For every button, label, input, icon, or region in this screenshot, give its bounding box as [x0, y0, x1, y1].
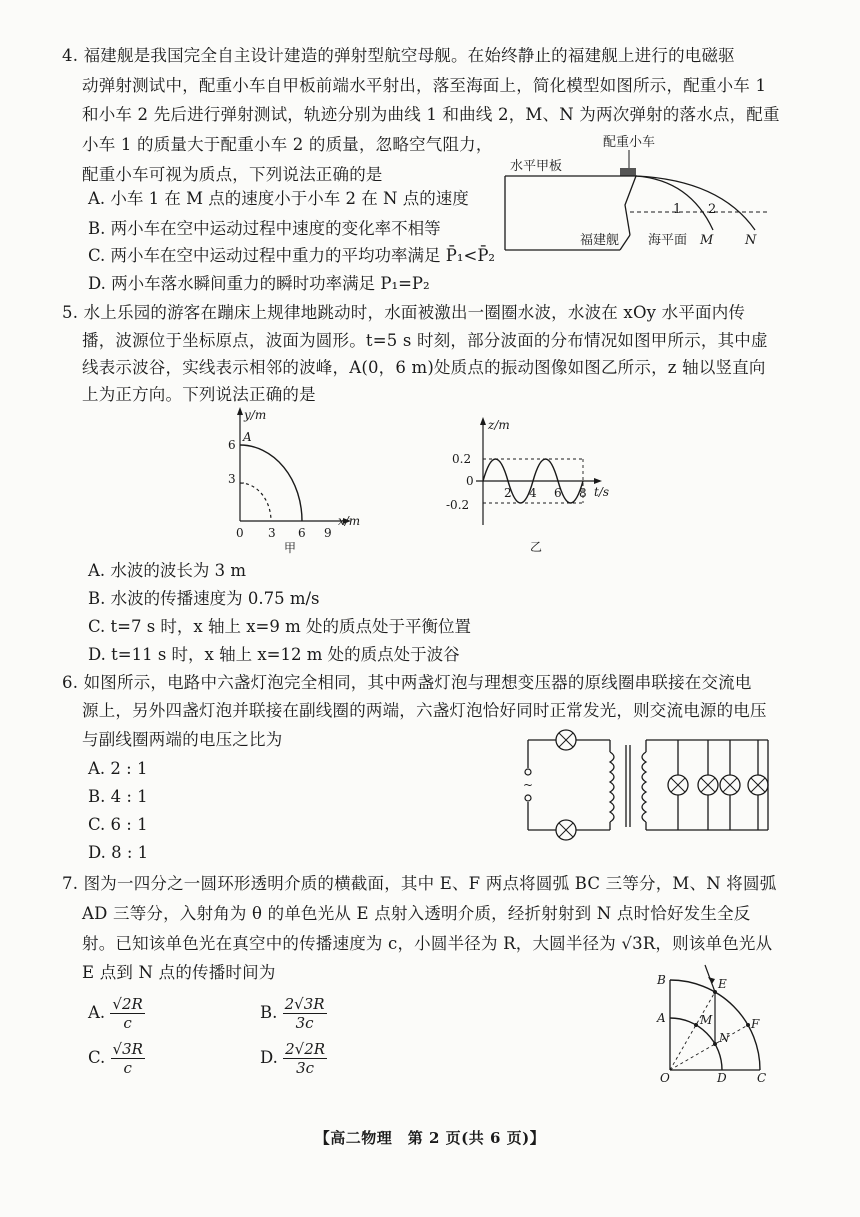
yi-xlabel: t/s: [594, 485, 610, 499]
yi-xtick-8: 8: [579, 486, 587, 500]
q4-label-1: 1: [673, 202, 682, 217]
label-b: B: [657, 973, 666, 987]
q5-figure-yi: [446, 415, 630, 555]
q5-option-c: C. t=7 s 时，x 轴上 x=9 m 处的质点处于平衡位置: [88, 617, 471, 636]
source-terminal-bottom: [525, 795, 531, 801]
q4-label-n: N: [745, 233, 757, 248]
q4-option-b: B. 两小车在空中运动过程中速度的变化率不相等: [88, 219, 441, 238]
lamp-secondary-3: [720, 740, 740, 830]
q5-line-3: 线表示波谷，实线表示相邻的波峰，A(0，6 m)处质点的振动图像如图乙所示，z 轴以竖直向: [82, 358, 766, 377]
q5-option-a: A. 水波的波长为 3 m: [88, 561, 247, 580]
q4-label-m: M: [700, 233, 714, 248]
jia-xtick-6: 6: [298, 526, 306, 540]
label-e: E: [718, 977, 727, 991]
jia-trough-arc: [240, 483, 271, 521]
label-n: N: [719, 1031, 730, 1045]
yi-xtick-6: 6: [554, 486, 562, 500]
q4-line-3: 和小车 2 先后进行弹射测试，轨迹分别为曲线 1 和曲线 2，M、N 为两次弹射的落水点，配重: [82, 105, 780, 124]
jia-xtick-3: 3: [268, 526, 276, 540]
q4-option-d: D. 两小车落水瞬间重力的瞬时功率满足 P₁=P₂: [88, 274, 430, 293]
jia-xtick-0: 0: [236, 526, 244, 540]
jia-ytick-3: 3: [228, 472, 236, 486]
q4-ship-outline: [505, 176, 636, 235]
q6-line-2: 源上，另外四盏灯泡并联接在副线圈的两端，六盏灯泡恰好同时正常发光，则交流电源的电压: [82, 701, 767, 720]
q6-option-a: A. 2 : 1: [88, 759, 148, 778]
yi-ylabel: z/m: [488, 418, 510, 432]
jia-label-a: A: [243, 430, 252, 444]
label-o: O: [660, 1071, 670, 1085]
q4-line-2: 动弹射测试中，配重小车自甲板前端水平射出，落至海面上，简化模型如图所示，配重小车 1: [82, 76, 767, 95]
yi-xtick-2: 2: [504, 486, 512, 500]
q6-line-1: 6. 如图所示，电路中六盏灯泡完全相同，其中两盏灯泡与理想变压器的原线圈串联接在交流电: [62, 673, 752, 692]
label-c: C: [757, 1071, 767, 1085]
q4-label-sea: 海平面: [648, 233, 688, 248]
q5-figure-jia: [220, 405, 380, 555]
q4-line-1: 4. 福建舰是我国完全自主设计建造的弹射型航空母舰。在始终静止的福建舰上进行的电磁驱: [62, 46, 735, 65]
q5-option-d: D. t=11 s 时，x 轴上 x=12 m 处的质点处于波谷: [88, 645, 460, 664]
q4-label-2: 2: [708, 202, 717, 217]
q6-option-b: B. 4 : 1: [88, 787, 148, 806]
secondary-coil: [642, 752, 646, 822]
yi-ytick-m02: -0.2: [446, 498, 470, 512]
lamp-secondary-1: [668, 740, 688, 830]
q4-label-deck: 水平甲板: [510, 159, 563, 174]
q5-option-b: B. 水波的传播速度为 0.75 m/s: [88, 589, 320, 608]
lamp-secondary-4: [748, 740, 768, 830]
q4-label-car: 配重小车: [603, 135, 656, 150]
q4-option-c: C. 两小车在空中运动过程中重力的平均功率满足 P̄₁<P̄₂: [88, 246, 496, 265]
jia-ytick-6: 6: [228, 438, 236, 452]
q6-circuit: [518, 730, 778, 840]
q7-option-a: A. $\frac{√2R}{c}$: [88, 995, 143, 1032]
q7-line-3: 射。已知该单色光在真空中的传播速度为 c，小圆半径为 R，大圆半径为 √3R，则该单色光从: [82, 934, 773, 953]
ac-source-symbol: ~: [523, 778, 534, 792]
q4-figure: [505, 130, 805, 260]
source-terminal-top: [525, 769, 531, 775]
q7-figure: [655, 970, 780, 1085]
q4-line-5: 配重小车可视为质点，下列说法正确的是: [82, 165, 383, 184]
q7-line-2: AD 三等分，入射角为 θ 的单色光从 E 点射入透明介质，经折射射到 N 点时恰好发生全反: [82, 904, 751, 923]
yi-ytick-0: 0: [466, 474, 474, 488]
q7-line-1: 7. 图为一四分之一圆环形透明介质的横截面，其中 E、F 两点将圆弧 BC 三等分，M、N 将圆弧: [62, 874, 777, 893]
primary-coil: [610, 752, 614, 822]
yi-caption: 乙: [530, 540, 543, 554]
q4-car-block: [620, 168, 636, 176]
label-m: M: [700, 1013, 713, 1027]
q5-line-4: 上为正方向。下列说法正确的是: [82, 385, 316, 404]
q4-line-4: 小车 1 的质量大于配重小车 2 的质量，忽略空气阻力，: [82, 135, 493, 154]
q6-option-d: D. 8 : 1: [88, 843, 149, 862]
lamp-secondary-2: [698, 740, 718, 830]
q5-line-1: 5. 水上乐园的游客在蹦床上规律地跳动时，水面被激出一圈圈水波，水波在 xOy 水平面内传: [62, 303, 746, 322]
jia-caption: 甲: [284, 541, 297, 555]
jia-ylabel: y/m: [244, 408, 267, 422]
q4-label-ship: 福建舰: [580, 233, 620, 248]
jia-xlabel: x/m: [338, 514, 361, 528]
q4-option-a: A. 小车 1 在 M 点的速度小于小车 2 在 N 点的速度: [88, 189, 469, 208]
yi-xtick-4: 4: [529, 486, 537, 500]
jia-crest-arc: [240, 445, 302, 521]
page-footer: 【高二物理 第 2 页(共 6 页)】: [314, 1129, 546, 1147]
q7-option-b: B. $\frac{2√3R}{3c}$: [260, 995, 325, 1032]
q5-line-2: 播，波源位于坐标原点，波面为圆形。t=5 s 时刻，部分波面的分布情况如图甲所示，其中虚: [82, 331, 768, 350]
q6-option-c: C. 6 : 1: [88, 815, 148, 834]
label-a: A: [657, 1011, 666, 1025]
label-d: D: [717, 1071, 727, 1085]
q7-option-c: C. $\frac{√3R}{c}$: [88, 1040, 143, 1077]
q6-line-3: 与副线圈两端的电压之比为: [82, 730, 283, 749]
q7-option-d: D. $\frac{2√2R}{3c}$: [260, 1040, 326, 1077]
q7-line-4: E 点到 N 点的传播时间为: [82, 963, 276, 982]
jia-xtick-9: 9: [324, 526, 332, 540]
label-f: F: [751, 1017, 760, 1031]
yi-ytick-02: 0.2: [452, 452, 472, 466]
